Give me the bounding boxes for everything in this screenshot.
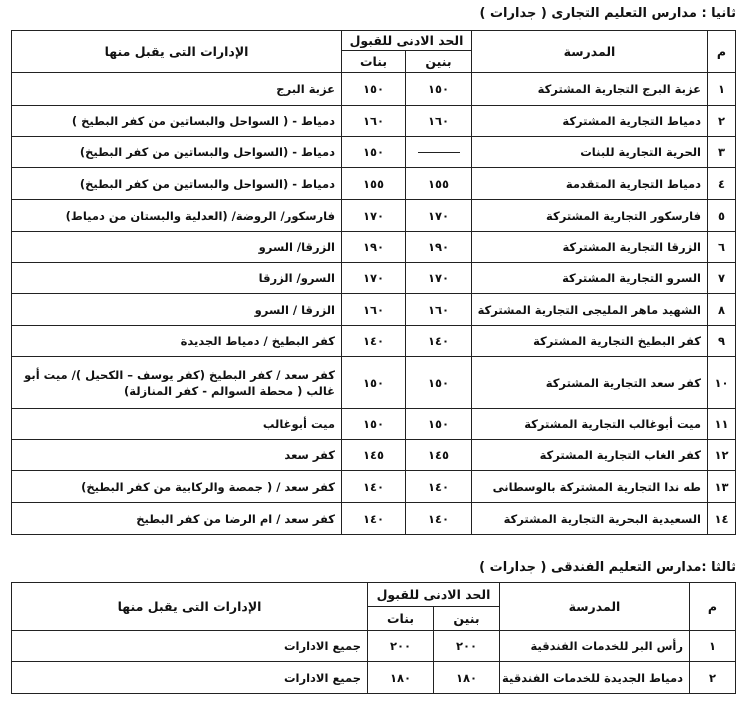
departments: دمياط - (السواحل والبساتين من كفر البطيخ) [12,168,342,200]
departments: ميت أبوغالب [12,409,342,440]
girls-score: ٢٠٠ [368,631,434,662]
boys-score: ١٥٠ [406,73,472,106]
row-num: ٦ [708,232,736,263]
header-min-score: الحد الادنى للقبول [342,31,472,51]
table-row [12,440,736,471]
section2-heading [480,6,736,21]
table-row [12,409,736,440]
girls-score: ١٤٥ [342,440,406,471]
row-num: ٢ [708,106,736,137]
school-name: طه ندا التجارية المشتركة بالوسطانى [472,471,708,503]
school-name: السرو التجارية المشتركة [472,263,708,294]
table-row [12,232,736,263]
departments: فارسكور/ الروضة/ (العدلية والبستان من دمياط) [12,200,342,232]
header-boys: بنين [406,51,472,73]
table-row [12,73,736,106]
table-row [12,326,736,357]
table-row [12,357,736,409]
boys-score [406,137,472,168]
header-departments: الإدارات التى يقبل منها [12,31,342,73]
table-row [12,471,736,503]
row-num: ١٠ [708,357,736,409]
row-num: ٢ [690,662,736,694]
departments: الزرقا / السرو [12,294,342,326]
school-name: رأس البر للخدمات الفندقية [500,631,690,662]
girls-score: ١٤٠ [342,326,406,357]
girls-score: ١٥٠ [342,409,406,440]
hotel-schools-table [11,582,736,694]
departments: دمياط - (السواحل والبساتين من كفر البطيخ) [12,137,342,168]
girls-score: ١٦٠ [342,294,406,326]
departments: جميع الادارات [12,631,368,662]
boys-score: ١٩٠ [406,232,472,263]
school-name: الزرقا التجارية المشتركة [472,232,708,263]
section3-heading [479,560,736,575]
girls-score: ١٩٠ [342,232,406,263]
boys-score: ١٤٠ [406,471,472,503]
school-name: ميت أبوغالب التجارية المشتركة [472,409,708,440]
girls-score: ١٤٠ [342,471,406,503]
departments: كفر سعد / ( جمصة والركابية من كفر البطيخ) [12,471,342,503]
boys-score: ١٨٠ [434,662,500,694]
boys-score: ١٦٠ [406,294,472,326]
girls-score: ١٧٠ [342,200,406,232]
boys-score: ١٤٠ [406,503,472,535]
departments: دمياط - ( السواحل والبساتين من كفر البطيخ ) [12,106,342,137]
girls-score: ١٥٠ [342,357,406,409]
boys-score: ٢٠٠ [434,631,500,662]
table-row [12,200,736,232]
row-num: ٨ [708,294,736,326]
school-name: عزبة البرج التجارية المشتركة [472,73,708,106]
row-num: ١٢ [708,440,736,471]
header-min-score: الحد الادنى للقبول [368,583,500,607]
table-row [12,631,736,662]
boys-score: ١٥٥ [406,168,472,200]
departments: كفر سعد / كفر البطيخ (كفر يوسف – الكحيل )/ ميت أبو غالب ( محطة السوالم - كفر المنازلة) [12,357,342,409]
table-row [12,263,736,294]
header-girls: بنات [368,607,434,631]
boys-score: ١٧٠ [406,200,472,232]
row-num: ٧ [708,263,736,294]
header-num: م [690,583,736,631]
row-num: ١ [708,73,736,106]
departments: كفر سعد / ام الرضا من كفر البطيخ [12,503,342,535]
header-school: المدرسة [472,31,708,73]
departments: كفر سعد [12,440,342,471]
school-name: دمياط الجديدة للخدمات الفندقية [500,662,690,694]
school-name: الحرية التجارية للبنات [472,137,708,168]
row-num: ٣ [708,137,736,168]
school-name: الشهيد ماهر المليجى التجارية المشتركة [472,294,708,326]
section2-title: ثانيا : مدارس التعليم التجارى [551,6,736,21]
departments: الزرقا/ السرو [12,232,342,263]
row-num: ٩ [708,326,736,357]
girls-score: ١٥٥ [342,168,406,200]
departments: جميع الادارات [12,662,368,694]
header-num: م [708,31,736,73]
boys-score: ١٥٠ [406,409,472,440]
boys-score: ١٧٠ [406,263,472,294]
table-row [12,168,736,200]
row-num: ١٤ [708,503,736,535]
empty-dash [418,152,460,153]
boys-score: ١٤٥ [406,440,472,471]
row-num: ٥ [708,200,736,232]
row-num: ١ [690,631,736,662]
girls-score: ١٥٠ [342,73,406,106]
girls-score: ١٨٠ [368,662,434,694]
school-name: كفر البطيخ التجارية المشتركة [472,326,708,357]
table-row [12,137,736,168]
table-row [12,106,736,137]
school-name: كفر سعد التجارية المشتركة [472,357,708,409]
school-name: السعيدية البحرية التجارية المشتركة [472,503,708,535]
girls-score: ١٤٠ [342,503,406,535]
header-departments: الإدارات التى يقبل منها [12,583,368,631]
departments: السرو/ الزرقا [12,263,342,294]
girls-score: ١٧٠ [342,263,406,294]
section3-subtitle: ( جدارات ) [479,560,547,575]
school-name: دمياط التجارية المشتركة [472,106,708,137]
section2-subtitle: ( جدارات ) [479,6,547,21]
header-girls: بنات [342,51,406,73]
header-school: المدرسة [500,583,690,631]
row-num: ١٣ [708,471,736,503]
table-row [12,503,736,535]
boys-score: ١٤٠ [406,326,472,357]
girls-score: ١٦٠ [342,106,406,137]
header-boys: بنين [434,607,500,631]
boys-score: ١٥٠ [406,357,472,409]
row-num: ١١ [708,409,736,440]
girls-score: ١٥٠ [342,137,406,168]
table-row [12,294,736,326]
section3-title: ثالثا :مدارس التعليم الفندقى [550,560,736,575]
school-name: دمياط التجارية المتقدمة [472,168,708,200]
table-row [12,662,736,694]
boys-score: ١٦٠ [406,106,472,137]
departments: عزبة البرج [12,73,342,106]
commercial-schools-table [11,30,736,535]
school-name: كفر الغاب التجارية المشتركة [472,440,708,471]
departments: كفر البطيخ / دمياط الجديدة [12,326,342,357]
school-name: فارسكور التجارية المشتركة [472,200,708,232]
row-num: ٤ [708,168,736,200]
